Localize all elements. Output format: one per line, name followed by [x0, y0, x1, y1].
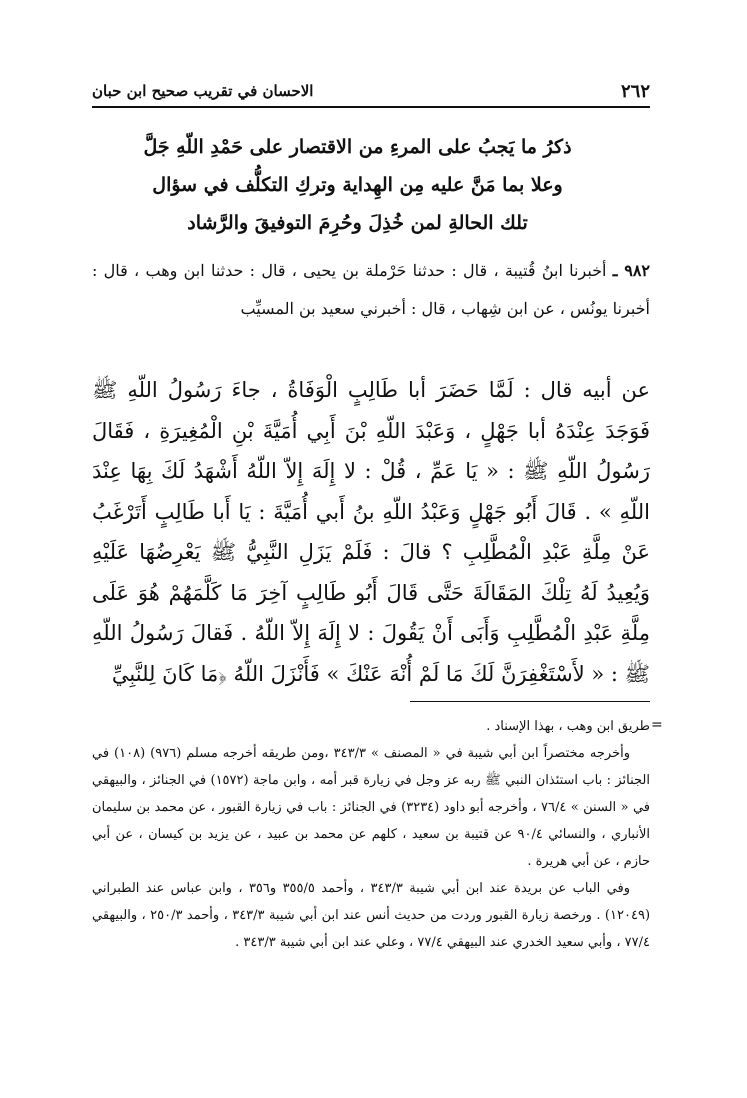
chapter-title: ذكرُ ما يَجبُ على المرءِ من الاقتصار على حَمْدِ اللّهِ جَلَّ وعلا بما مَنَّ عليه مِن الهِداية وتركِ التكلُّف في سؤال تلك الحالةِ لمن خُذِلَ وحُرِمَ التوفيقَ والرَّشاد	[143, 136, 572, 234]
footnote-continuation-mark: =	[651, 717, 663, 733]
footnote-paragraph: وفي الباب عن بريدة عند ابن أبي شيبة ٣٤٣/٣ ، وأحمد ٣٥٥/٥ و٣٥٦ ، وابن عباس عند الطبراني (١٢٠٤٩) . ورخصة زيارة القبور وردت من حديث أنس عند ابن أبي شيبة ٣٤٣/٣ ، وأحمد ٢٥٠/٣ ، والبيهقي ٧٧/٤ ، وأبي سعيد الخدري عند البيهقي ٧٧/٤ ، وعلي عند ابن أبي شيبة ٣٤٣/٣ .	[92, 881, 651, 950]
footnote-paragraph: وأخرجه مختصراً ابن أبي شيبة في « المصنف » ٣٤٣/٣ ،ومن طريقه أخرجه مسلم (٩٧٦) (١٠٨) في الجنائز : باب استئذان النبي ﷺ ربه عز وجل في زيارة قبر أمه ، وابن ماجة (١٥٧٢) في الجنائز ، والبيهقي في « السنن » ٧٦/٤ ، وأخرجه أبو داود (٣٢٣٤) في الجنائز : باب في زيارة القبور ، عن محمد بن سليمان الأنباري ، والنسائي ٩٠/٤ عن قتيبة بن سعيد ، كلهم عن محمد بن عبيد ، عن يزيد بن كيسان ، عن أبي حازم ، عن أبي هريرة .	[92, 746, 651, 869]
page-number: ٢٦٢	[620, 80, 650, 102]
hadith-isnad	[92, 252, 650, 328]
isnad-text: أخبرنا ابنُ قُتيبة ، قال : حدثنا حَرْملة بن يحيى ، قال : حدثنا ابن وهب ، قال : أخبرنا يونُس ، عن ابن شِهاب ، قال : أخبرني سعيد بن المسيِّب	[92, 261, 650, 318]
hadith-number: ٩٨٢ ـ	[612, 261, 650, 280]
running-header	[92, 76, 650, 106]
footnote-rule	[410, 701, 650, 702]
header-rule	[92, 106, 650, 108]
hadith-matn: عن أبيه قال : لَمَّا حَضَرَ أبا طَالِبٍ الْوَفَاةُ ، جاءَ رَسُولُ اللّهِ ﷺ فَوَجَدَ عِنْدَهُ أبا جَهْلٍ ، وَعَبْدَ اللّهِ بْنَ أَبِي أُمَيَّةَ بْنِ الْمُغِيرَةِ ، فَقَالَ رَسُولُ اللّهِ ﷺ : « يَا عَمِّ ، قُلْ : لا إِلَهَ إِلاّ اللّهُ أَشْهَدُ لَكَ بِهَا عِنْدَ اللّهِ » . قَالَ أَبُو جَهْلٍ وَعَبْدُ اللّهِ بنُ أَبي أُمَيَّةَ : يَا أَبا طَالِبٍ أَتَرْغَبُ عَنْ مِلَّةِ عَبْدِ الْمُطَّلِبِ ؟ قالَ : فَلَمْ يَزَلِ النَّبِيُّ ﷺ يَعْرِضُهَا عَلَيْهِ وَيُعِيدُ لَهُ تِلْكَ المَقَالَةَ حَتَّى قَالَ أَبُو طَالِبٍ آخِرَ مَا كَلَّمَهُمْ هُوَ عَلَى مِلَّةِ عَبْدِ الْمُطَّلِبِ وَأَبَى أَنْ يَقُولَ : لا إِلَهَ إِلاّ اللّهُ . فَقالَ رَسُولُ اللّهِ ﷺ : « لأَسْتَغْفِرَنَّ لَكَ مَا لَمْ أُنْهَ عَنْكَ » فَأَنْزَلَ اللّهُ ﴿مَا كَانَ لِلنَّبِيِّ	[92, 378, 650, 686]
footnote-paragraph: طريق ابن وهب ، بهذا الإسناد .	[486, 719, 650, 734]
book-title: الاحسان في تقريب صحيح ابن حبان	[92, 82, 314, 100]
footnotes	[92, 713, 650, 956]
